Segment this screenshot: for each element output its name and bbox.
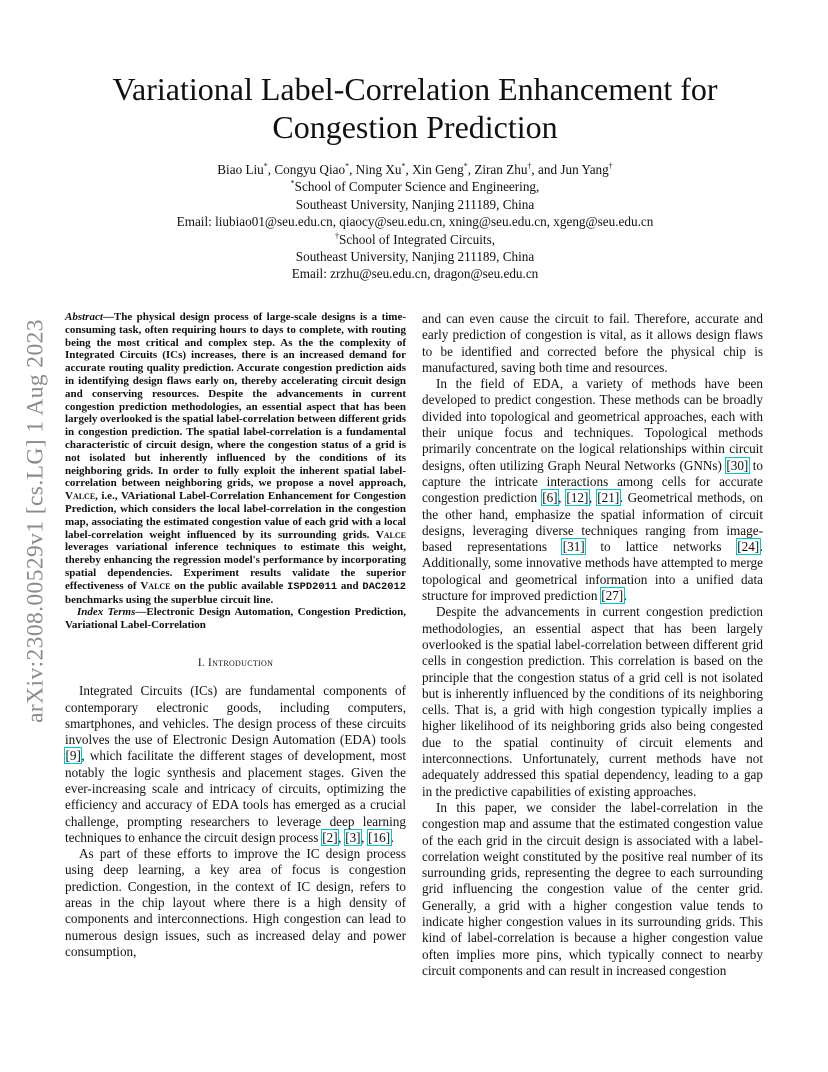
abstract-label: Abstract bbox=[65, 311, 103, 323]
body-paragraph bbox=[422, 376, 763, 604]
paragraph-text: , bbox=[361, 829, 368, 845]
paragraph-text: . bbox=[390, 829, 394, 845]
paragraph-text: . Geometrical methods, on the other hand, emphasize the spatial information of circuit designs, leveraging diverse techniques ranging from image-based representations bbox=[422, 490, 764, 555]
body-paragraph: Despite the advancements in current congestion prediction methodologies, an essential aspect that has been largely overlooked is the spatial label-correlation between different grid cells in congestion prediction. This correlation is based on the principle that the congestion status of a grid cell is not isolated but is inherently influenced by the conditions of its neighboring cells. That is, a grid with high congestion typically implies a higher likelihood of its neighboring grids also being congested due to the spatial continuity of circuit elements and interconnections. Unfortunately, current methods have not adequately addressed this spatial dependency, leading to a gap in the predictive capabilities of existing approaches. bbox=[422, 604, 763, 799]
paragraph-text: . Additionally, some innovative methods have attempted to merge topological and geometrical information into a unified data structure for improved prediction bbox=[422, 539, 763, 604]
paper-title bbox=[60, 70, 770, 146]
affiliation-1-address: Southeast University, Nanjing 211189, China bbox=[295, 196, 535, 212]
abstract-text: on the public available bbox=[170, 579, 288, 592]
abstract-text: benchmarks using the superblue circuit line. bbox=[65, 593, 274, 606]
method-name: Valce bbox=[375, 528, 406, 541]
author-mark: * bbox=[345, 161, 350, 171]
abstract bbox=[65, 311, 406, 606]
affiliation-name: School of Integrated Circuits, bbox=[338, 231, 495, 247]
citation-link[interactable]: [30] bbox=[726, 457, 749, 473]
author-block bbox=[60, 161, 770, 283]
abstract-text: leverages variational inference techniques to estimate this weight, thereby enhancing the regression model's performance by incorporating spatial dependencies. Experiment results validate the superior effectiveness of bbox=[65, 541, 406, 592]
affiliation-2 bbox=[60, 231, 770, 248]
citation-link[interactable]: [9] bbox=[65, 748, 81, 764]
affiliation-2-address: Southeast University, Nanjing 211189, China bbox=[295, 249, 535, 265]
body-paragraph: As part of these efforts to improve the IC design process using deep learning, a key area of focus is congestion prediction. Congestion, in the context of IC design, refers to areas in the chip layout where there is a high density of components and interconnections. High congestion can lead to numerous design issues, such as increased delay and power consumption, bbox=[65, 846, 406, 959]
author-mark: † bbox=[527, 161, 532, 171]
author-separator: , bbox=[267, 162, 275, 177]
right-column bbox=[422, 311, 763, 979]
author-mark: * bbox=[463, 161, 468, 171]
method-name: Valce bbox=[65, 490, 96, 503]
title-line-2: Congestion Prediction bbox=[272, 109, 558, 145]
paragraph-text: to capture the intricate interactions among cells for accurate congestion prediction bbox=[422, 457, 763, 506]
affiliation-mark: * bbox=[290, 179, 295, 189]
benchmark-name: DAC2012 bbox=[362, 580, 406, 593]
author-name: Ziran Zhu bbox=[474, 162, 528, 177]
author-separator: , bbox=[405, 162, 413, 177]
abstract-text: —The physical design process of large-scale designs is a time-consuming task, often requiring hours to days to complete, with routing being the most critical and complex step. As the the complexity of Integrated Circuits (ICs) increases, there is an increased demand for accurate routing quality prediction. Accurate congestion prediction aids in identifying design flaws early on, thereby accelerating circuit design and conserving resources. Despite the advancements in current congestion prediction methodologies, an essential aspect that has been largely overlooked is the spatial label-correlation between different grids in congestion prediction. The spatial label-correlation is a fundamental characteristic of circuit design, where the congestion status of a grid is not isolated but inherently influenced by the conditions of its neighboring grids. In order to fully exploit the inherent spatial label-correlation between neighboring grids, we propose a novel approach, bbox=[65, 311, 406, 490]
citation-link[interactable]: [24] bbox=[737, 539, 760, 555]
affiliation-name: School of Computer Science and Engineering, bbox=[294, 179, 540, 195]
citation-link[interactable]: [12] bbox=[566, 490, 589, 506]
citation-link[interactable]: [31] bbox=[562, 539, 585, 555]
index-terms bbox=[65, 606, 406, 632]
author-mark: † bbox=[608, 161, 613, 171]
paragraph-text: , which facilitate the different stages of development, most notably the logic synthesis and placement stages. Given the ever-increasing scale and intricacy of circuits, optimizing the efficiency and accuracy of EDA tools has emerged as a crucial challenge, prompting researchers to leverage deep learning techniques to enhance the circuit design process bbox=[65, 748, 406, 845]
index-terms-text: —Electronic Design Automation, Congestion Prediction, Variational Label-Correlation bbox=[65, 606, 406, 632]
paragraph-text: to lattice networks bbox=[585, 539, 737, 555]
author-list bbox=[60, 161, 770, 178]
paragraph-text: . bbox=[623, 588, 627, 604]
body-paragraph: and can even cause the circuit to fail. Therefore, accurate and early prediction of congestion is vital, as it allows design flaws to be identified and corrected before the physical chip is manufactured, saving both time and resources. bbox=[422, 311, 763, 375]
author-mark: * bbox=[401, 161, 406, 171]
author-name: Congyu Qiao bbox=[274, 162, 346, 177]
body-paragraph bbox=[65, 683, 406, 846]
author-separator: , and bbox=[531, 162, 561, 177]
citation-link[interactable]: [16] bbox=[368, 829, 391, 845]
abstract-text: , i.e., VAriational Label-Correlation Enhancement for Congestion Prediction, which considers the local label-correlation in the congestion map, associating the estimated congestion value of each grid with a local label-correlation weight influenced by its surrounding grids. bbox=[65, 490, 406, 541]
paragraph-text: , bbox=[558, 490, 566, 506]
title-line-1: Variational Label-Correlation Enhancement for bbox=[112, 71, 718, 107]
author-name: Biao Liu bbox=[217, 162, 264, 177]
arxiv-identifier-text: arXiv:2308.00529v1 [cs.LG] 1 Aug 2023 bbox=[22, 319, 49, 723]
author-mark: * bbox=[263, 161, 268, 171]
paragraph-text: , bbox=[338, 829, 345, 845]
paragraph-text: In the field of EDA, a variety of methods have been developed to predict congestion. These methods can be broadly divided into topological and geometrical approaches, each with their unique focus and techniques. Topological methods primarily concentrate on the logical relationships within circuit designs, often utilizing Graph Neural Networks (GNNs) bbox=[422, 376, 763, 473]
affiliation-mark: † bbox=[334, 231, 339, 241]
citation-link[interactable]: [21] bbox=[597, 490, 620, 506]
paragraph-text: Integrated Circuits (ICs) are fundamental components of contemporary electronic goods, including computers, smartphones, and vehicles. The design process of these circuits involves the use of Electronic Design Automation (EDA) tools bbox=[65, 683, 406, 748]
citation-link[interactable]: [27] bbox=[601, 588, 624, 604]
arxiv-identifier bbox=[20, 290, 52, 752]
author-name: Jun Yang bbox=[560, 162, 609, 177]
author-name: Xin Geng bbox=[412, 162, 464, 177]
author-separator: , bbox=[349, 162, 356, 177]
section-heading: I. Introduction bbox=[197, 656, 274, 669]
left-column bbox=[65, 311, 406, 960]
affiliation-1-email: Email: liubiao01@seu.edu.cn, qiaocy@seu.edu.cn, xning@seu.edu.cn, xgeng@seu.edu.cn bbox=[176, 214, 654, 230]
author-separator: , bbox=[467, 162, 475, 177]
citation-link[interactable]: [2] bbox=[322, 829, 338, 845]
affiliation-2-email: Email: zrzhu@seu.edu.cn, dragon@seu.edu.cn bbox=[291, 266, 539, 282]
index-terms-label: Index Terms bbox=[77, 606, 136, 619]
citation-link[interactable]: [6] bbox=[542, 490, 558, 506]
body-paragraph: In this paper, we consider the label-correlation in the congestion map and assume that the estimated congestion value of the each grid in the circuit design is associated with a label-correlation weight constituted by the positive real number of its surrounding grids, representing the degree to each surrounding grid influencing the congestion value of the center grid. Generally, a grid with a higher congestion value tends to indicate higher congestion values in its surrounding grids. This kind of label-correlation is because a higher congestion value often implies more pins, which typically connect to nearby circuit components and can result in increased congestion bbox=[422, 799, 763, 978]
paragraph-text: , bbox=[588, 490, 597, 506]
abstract-text: and bbox=[337, 579, 363, 592]
benchmark-name: ISPD2011 bbox=[287, 580, 338, 593]
affiliation-1 bbox=[60, 178, 770, 195]
citation-link[interactable]: [3] bbox=[345, 829, 361, 845]
method-name: Valce bbox=[140, 579, 171, 592]
author-name: Ning Xu bbox=[355, 162, 402, 177]
